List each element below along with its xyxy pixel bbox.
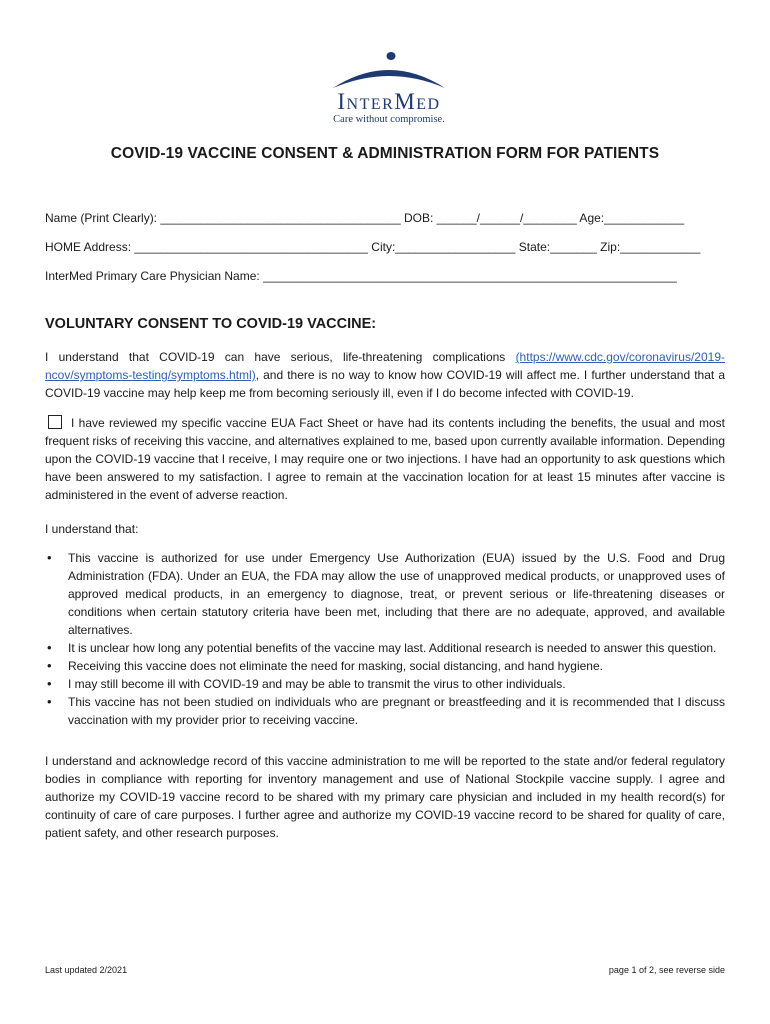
list-item: • It is unclear how long any potential benefits of the vaccine may last. Additional research is needed to answer this question. bbox=[45, 639, 725, 657]
physician-name-line[interactable]: InterMed Primary Care Physician Name: ______________________________________________________________ bbox=[45, 269, 677, 283]
understanding-bullet-list bbox=[45, 549, 725, 729]
understand-intro: I understand that: bbox=[45, 522, 139, 536]
form-title: COVID-19 VACCINE CONSENT & ADMINISTRATION FORM FOR PATIENTS bbox=[110, 145, 660, 162]
covid-risk-paragraph bbox=[45, 348, 725, 402]
list-item: • Receiving this vaccine does not eliminate the need for masking, social distancing, and hand hygiene. bbox=[45, 657, 725, 675]
covid-risk-text-start: I understand that COVID-19 can have serious, life-threatening complications bbox=[45, 350, 516, 364]
page-number-footer: page 1 of 2, see reverse side bbox=[608, 965, 725, 975]
home-address-line[interactable]: HOME Address: ___________________________________ City:__________________ State:_______ Zip:____________ bbox=[45, 240, 701, 254]
logo-wordmark: InterMed bbox=[337, 89, 441, 114]
eua-reviewed-checkbox[interactable] bbox=[48, 415, 62, 429]
list-item: • This vaccine has not been studied on individuals who are pregnant or breastfeeding and it is recommended that I discuss vaccination with my provider prior to receiving vaccine. bbox=[45, 693, 725, 729]
logo-tagline: Care without compromise. bbox=[333, 114, 445, 125]
patient-name-dob-age-line[interactable]: Name (Print Clearly): ____________________________________ DOB: ______/______/________ Age:____________ bbox=[45, 211, 685, 225]
consent-heading: VOLUNTARY CONSENT TO COVID-19 VACCINE: bbox=[45, 316, 377, 332]
logo-arc-figure-icon bbox=[329, 50, 449, 90]
list-item: • This vaccine is authorized for use under Emergency Use Authorization (EUA) issued by the U.S. Food and Drug Administration (FDA). Under an EUA, the FDA may allow the use of unapproved medical products, or unapproved uses of approved medical products, in an emergency to diagnose, treat, or prevent serious or life-threatening diseases or conditions when certain statutory criteria have been met, including that there are no adequate, approved, and available alternatives. bbox=[45, 549, 725, 639]
eua-fact-sheet-text: I have reviewed my specific vaccine EUA Fact Sheet or have had its contents including the benefits, the usual and most frequent risks of receiving this vaccine, and alternatives explained to me, based upon currently available information. Depending upon the COVID-19 vaccine that I receive, I may require one or two injections. I have had an opportunity to ask questions which have been answered to my satisfaction. I agree to remain at the vaccination location for at least 15 minutes after vaccine is administered in the event of adverse reaction. bbox=[45, 416, 725, 502]
list-item: • I may still become ill with COVID-19 and may be able to transmit the virus to other individuals. bbox=[45, 675, 725, 693]
eua-fact-sheet-paragraph bbox=[45, 414, 725, 504]
last-updated-footer: Last updated 2/2021 bbox=[45, 965, 128, 975]
record-acknowledgement-paragraph: I understand and acknowledge record of this vaccine administration to me will be reported to the state and/or federal regulatory bodies in compliance with reporting for inventory management and use of National Stockpile vaccine supply. I agree and authorize my COVID-19 vaccine record to be shared with my primary care physician and included in my health record(s) for continuity of care of care purposes. I further agree and authorize my COVID-19 vaccine record to be shared for quality of care, patient safety, and other research purposes. bbox=[45, 754, 725, 840]
covid-risk-text-end: , and there is no way to know how COVID-19 will affect me. I further understand that a COVID-19 vaccine may help keep me from becoming seriously ill, even if I do become infected with COVID-19. bbox=[45, 368, 725, 400]
intermed-logo bbox=[322, 50, 456, 130]
cdc-symptoms-link[interactable]: (https://www.cdc.gov/coronavirus/2019-ncov/symptoms-testing/symptoms.html) bbox=[45, 350, 725, 382]
